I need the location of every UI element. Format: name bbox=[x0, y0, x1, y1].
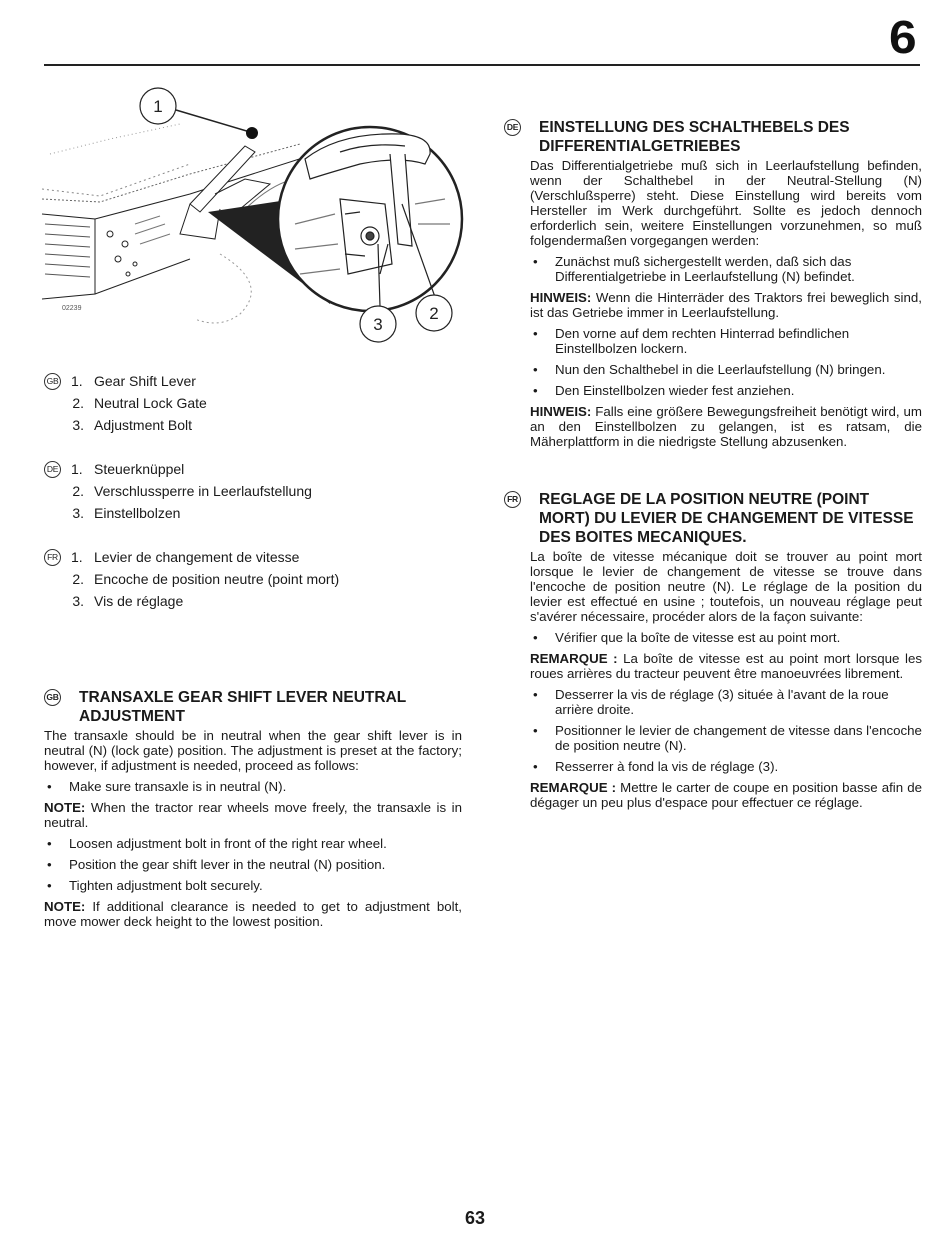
note: NOTE: If additional clearance is needed to get to adjustment bolt, move mower deck height to the lowest position. bbox=[44, 899, 462, 929]
callout-label-2: 2 bbox=[429, 304, 439, 323]
section-gb bbox=[44, 688, 462, 935]
legend-item: Encoche de position neutre (point mort) bbox=[94, 571, 340, 587]
de-badge-icon: DE bbox=[44, 461, 61, 478]
list-item: • Zunächst muß sichergestellt werden, daß sich das Differentialgetriebe in Leerlaufstellung (N) befindet. bbox=[533, 254, 855, 284]
page-number: 63 bbox=[464, 1208, 486, 1228]
gb-badge-icon: GB bbox=[44, 689, 61, 706]
list-item: • Position the gear shift lever in the neutral (N) position. bbox=[47, 857, 386, 872]
list-item: • Loosen adjustment bolt in front of the right rear wheel. bbox=[47, 836, 387, 851]
list-item: • Make sure transaxle is in neutral (N). bbox=[47, 779, 287, 794]
section-title: REGLAGE DE LA POSITION NEUTRE (POINT MORT) DU LEVIER DE CHANGEMENT DE VITESSE DES BOITES MECANIQUES. bbox=[539, 491, 914, 546]
note: HINWEIS: Falls eine größere Bewegungsfreiheit benötigt wird, um an den Einstellbolzen zu gelangen, ist es ratsam, die Mäherplattform in die niedrigste Stellung abzusenken. bbox=[530, 404, 922, 449]
legend-item: Verschlussperre in Leerlaufstellung bbox=[94, 483, 312, 499]
note: REMARQUE : La boîte de vitesse est au point mort lorsque les roues arrières du tracteur peuvent être manoeuvrées librement. bbox=[530, 651, 922, 681]
legend-item: Gear Shift Lever bbox=[94, 373, 196, 389]
legend-item: Levier de changement de vitesse bbox=[94, 549, 300, 565]
list-item: • Den Einstellbolzen wieder fest anziehen. bbox=[533, 383, 795, 398]
note: HINWEIS: Wenn die Hinterräder des Traktors frei beweglich sind, ist das Getriebe immer in Leerlaufstellung. bbox=[530, 290, 922, 320]
list-item: • Positionner le levier de changement de vitesse dans l'encoche de position neutre (N). bbox=[533, 723, 922, 753]
section-intro: The transaxle should be in neutral when the gear shift lever is in neutral (N) (lock gate) position. The adjustment is preset at the factory; however, if adjustment is needed, proceed as follows: bbox=[44, 728, 462, 773]
legend-item: Vis de réglage bbox=[94, 593, 184, 609]
list-item: • Nun den Schalthebel in die Leerlaufstellung (N) bringen. bbox=[533, 362, 886, 377]
legend-item: Steuerknüppel bbox=[94, 461, 185, 477]
legend-fr: FR 1. Levier de changement de vitesse 2. Encoche de position neutre (point mort) 3. Vis de réglage bbox=[44, 546, 339, 612]
section-de bbox=[504, 118, 922, 455]
callout-label-3: 3 bbox=[373, 315, 383, 334]
callout-label-1: 1 bbox=[153, 97, 163, 116]
legend-gb: GB 1. Gear Shift Lever 2. Neutral Lock Gate 3. Adjustment Bolt bbox=[44, 370, 207, 436]
fr-badge-icon: FR bbox=[44, 549, 61, 566]
list-item: • Vérifier que la boîte de vitesse est au point mort. bbox=[533, 630, 841, 645]
de-badge-icon: DE bbox=[504, 119, 521, 136]
section-title: EINSTELLUNG DES SCHALTHEBELS DES DIFFERENTIALGETRIEBES bbox=[539, 119, 850, 155]
legend-item: Neutral Lock Gate bbox=[94, 395, 207, 411]
legend-de: DE 1. Steuerknüppel 2. Verschlussperre in Leerlaufstellung 3. Einstellbolzen bbox=[44, 458, 312, 524]
gb-badge-icon: GB bbox=[44, 373, 61, 390]
list-item: • Desserrer la vis de réglage (3) située à l'avant de la roue arrière droite. bbox=[533, 687, 889, 717]
figure-code: 02239 bbox=[62, 305, 82, 312]
gear-shift-illustration bbox=[40, 84, 470, 354]
section-intro: La boîte de vitesse mécanique doit se trouver au point mort lorsque le levier de changement de vitesse se trouve dans l'encoche de position neutre (N). Le réglage de la position du levier est effectué en usine ; toutefois, un nouveau réglage peut s'avérer nécessaire, procéder alors de la façon suivante: bbox=[530, 549, 922, 624]
legend-item: Einstellbolzen bbox=[94, 505, 181, 521]
list-item: • Den vorne auf dem rechten Hinterrad befindlichen Einstellbolzen lockern. bbox=[533, 326, 850, 356]
note: NOTE: When the tractor rear wheels move freely, the transaxle is in neutral. bbox=[44, 800, 462, 830]
section-fr bbox=[504, 490, 922, 816]
header-rule bbox=[44, 64, 920, 66]
fr-badge-icon: FR bbox=[504, 491, 521, 508]
legend-item: Adjustment Bolt bbox=[94, 417, 193, 433]
chapter-number: 6 bbox=[889, 11, 918, 63]
note: REMARQUE : Mettre le carter de coupe en position basse afin de dégager un peu plus d'espace pour effectuer ce réglage. bbox=[530, 780, 922, 810]
list-item: • Tighten adjustment bolt securely. bbox=[47, 878, 263, 893]
section-title: TRANSAXLE GEAR SHIFT LEVER NEUTRAL ADJUSTMENT bbox=[79, 689, 406, 725]
section-intro: Das Differentialgetriebe muß sich in Leerlaufstellung befinden, wenn der Schalthebel in der Neutral-Stellung (N) (Verschlußsperre) steht. Diese Einstellung wird bereits vom Hersteller im Werk durchgeführt. Sollte es jedoch dennoch erforderlich sein, weitere Einstellungen vorzunehmen, so muß folgendermaßen vorgegangen werden: bbox=[530, 158, 922, 248]
list-item: • Resserrer à fond la vis de réglage (3). bbox=[533, 759, 779, 774]
